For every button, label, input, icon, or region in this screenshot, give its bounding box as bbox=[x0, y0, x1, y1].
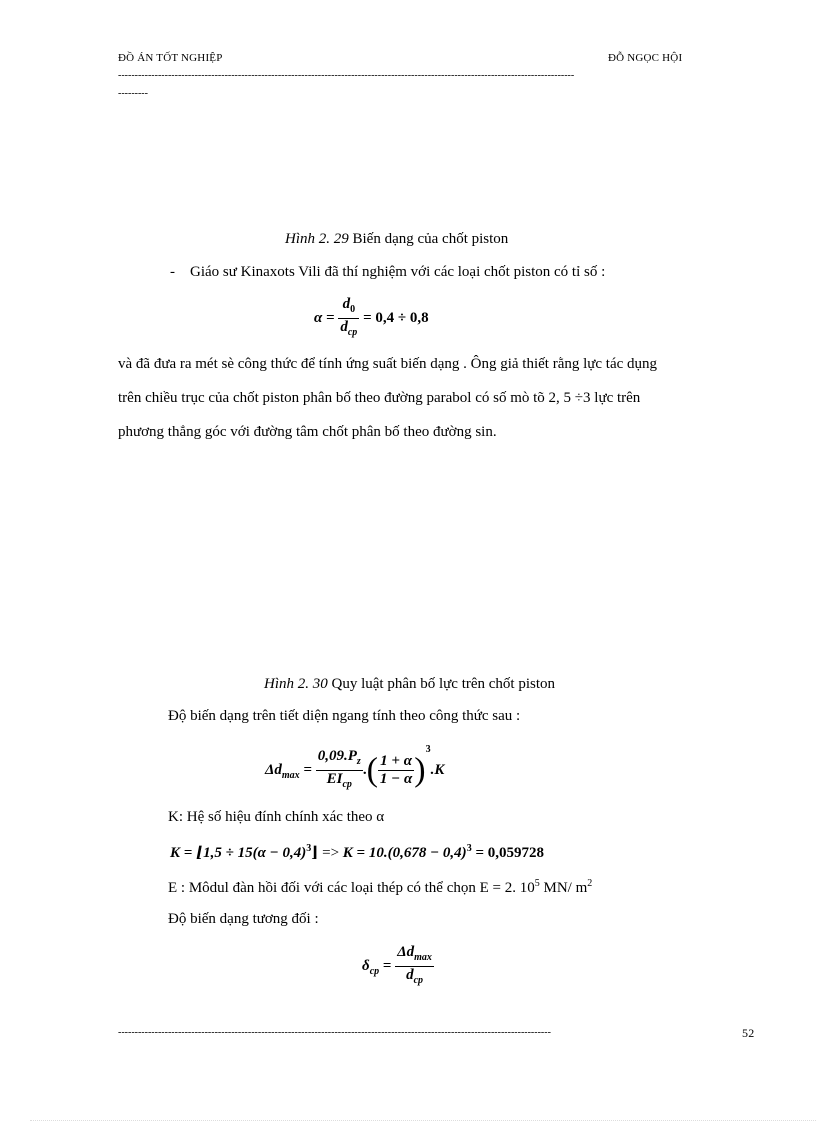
k-arrow: => bbox=[318, 845, 340, 861]
paragraph-line-2: trên chiều trục của chốt piston phân bố theo đường parabol có số mò tõ 2, 5 ÷3 lực trên bbox=[118, 390, 641, 406]
delta-lhs-sub: cp bbox=[369, 965, 380, 977]
figure-29-label: Hình 2. 29 bbox=[285, 231, 349, 247]
footer-rule: ---------------------------------------------------------------------------------------------------------------------------------- bbox=[118, 1027, 551, 1038]
delta-num-sub: max bbox=[414, 952, 432, 963]
formula-delta bbox=[362, 944, 434, 989]
formula-alpha bbox=[314, 296, 429, 341]
figure-29-caption bbox=[285, 231, 508, 248]
header-rule-continuation: --------- bbox=[118, 88, 148, 99]
dmax-exp: 3 bbox=[425, 744, 431, 755]
alpha-num: d bbox=[342, 296, 351, 312]
dmax-dot: . bbox=[362, 762, 367, 778]
modulus-main: E : Môdul đàn hồi đối với các loại thép có thể chọn E = 2. 10 bbox=[168, 880, 535, 896]
k-exp2: 3 bbox=[466, 843, 472, 854]
dmax-den1-sub: cp bbox=[342, 779, 352, 791]
dmax-tail: .K bbox=[430, 762, 445, 778]
dmax-num1-sub: z bbox=[356, 756, 361, 768]
page-number: 52 bbox=[742, 1026, 755, 1040]
delta-lhs: δ bbox=[362, 957, 370, 974]
dmax-den2: 1 − α bbox=[379, 771, 413, 788]
dmax-fraction-1 bbox=[316, 748, 363, 793]
modulus-exp: 5 bbox=[534, 878, 540, 889]
relative-deformation-text: Độ biến dạng tương đối : bbox=[168, 911, 319, 927]
dmax-lhs: Δd bbox=[265, 762, 282, 778]
delta-den: d bbox=[406, 967, 414, 983]
alpha-den-sub: cp bbox=[347, 327, 358, 338]
paragraph-line-1: và đã đưa ra mét sè công thức để tính ứng suất biến dạng . Ông giả thiết rằng lực tác dụng bbox=[118, 356, 658, 372]
modulus-unit-exp: 2 bbox=[587, 878, 593, 889]
dmax-fraction-2 bbox=[378, 753, 414, 788]
k-part1-end: ⌋ bbox=[311, 845, 319, 861]
header-right: ĐỖ NGỌC HỘI bbox=[608, 52, 683, 64]
modulus-text bbox=[168, 878, 592, 897]
k-exp1: 3 bbox=[306, 843, 312, 854]
alpha-rhs: = 0,4 ÷ 0,8 bbox=[363, 309, 429, 326]
paragraph-line-3: phương thẳng góc với đường tâm chốt phân bố theo đường sin. bbox=[118, 424, 497, 440]
figure-29-title: Biến dạng của chốt piston bbox=[348, 231, 509, 247]
dmax-num2: 1 + α bbox=[378, 753, 414, 771]
dmax-lhs-sub: max bbox=[281, 770, 300, 781]
alpha-num-sub: 0 bbox=[350, 304, 356, 315]
delta-den-sub: cp bbox=[413, 975, 424, 986]
page-bottom-border bbox=[30, 1120, 816, 1122]
delta-eq: = bbox=[382, 957, 392, 974]
alpha-den: d bbox=[340, 319, 348, 335]
deformation-text: Độ biến dạng trên tiết diện ngang tính theo công thức sau : bbox=[168, 708, 521, 724]
delta-fraction bbox=[395, 944, 434, 989]
alpha-fraction bbox=[338, 296, 359, 341]
figure-30-caption bbox=[264, 676, 555, 693]
k-part2: K = 10.(0,678 − 0,4) bbox=[342, 845, 467, 861]
k-text: K: Hệ số hiệu đính chính xác theo α bbox=[168, 809, 385, 825]
k-part2-end: = 0,059728 bbox=[471, 845, 544, 861]
header-left: ĐỒ ÁN TỐT NGHIỆP bbox=[118, 52, 223, 64]
dmax-num1: 0,09.P bbox=[317, 748, 357, 765]
bullet-dash: - bbox=[170, 264, 175, 280]
formula-k bbox=[170, 843, 544, 862]
dmax-eq: = bbox=[303, 762, 312, 778]
dmax-den1: EI bbox=[326, 771, 343, 788]
modulus-unit: MN/ m bbox=[539, 880, 588, 896]
figure-30-title: Quy luật phân bố lực trên chốt piston bbox=[327, 676, 556, 692]
bullet-text: Giáo sư Kinaxots Vili đã thí nghiệm với các loại chốt piston có tỉ số : bbox=[190, 264, 606, 280]
formula-dmax: $\Delta d_{max}$ = $\frac{0,09.P_z}{EI_{cp}}$ .( $\frac{1 + \alpha}{1 - \alpha}$ )$^3$.K bbox=[265, 744, 444, 793]
alpha-lhs: α = bbox=[314, 309, 335, 326]
k-part1: K = ⌊1,5 ÷ 15(α − 0,4) bbox=[170, 845, 307, 861]
header-rule: ----------------------------------------------------------------------------------------------------------------------------------------- bbox=[118, 70, 575, 81]
delta-num: Δd bbox=[397, 944, 415, 960]
figure-30-label: Hình 2. 30 bbox=[264, 676, 328, 692]
